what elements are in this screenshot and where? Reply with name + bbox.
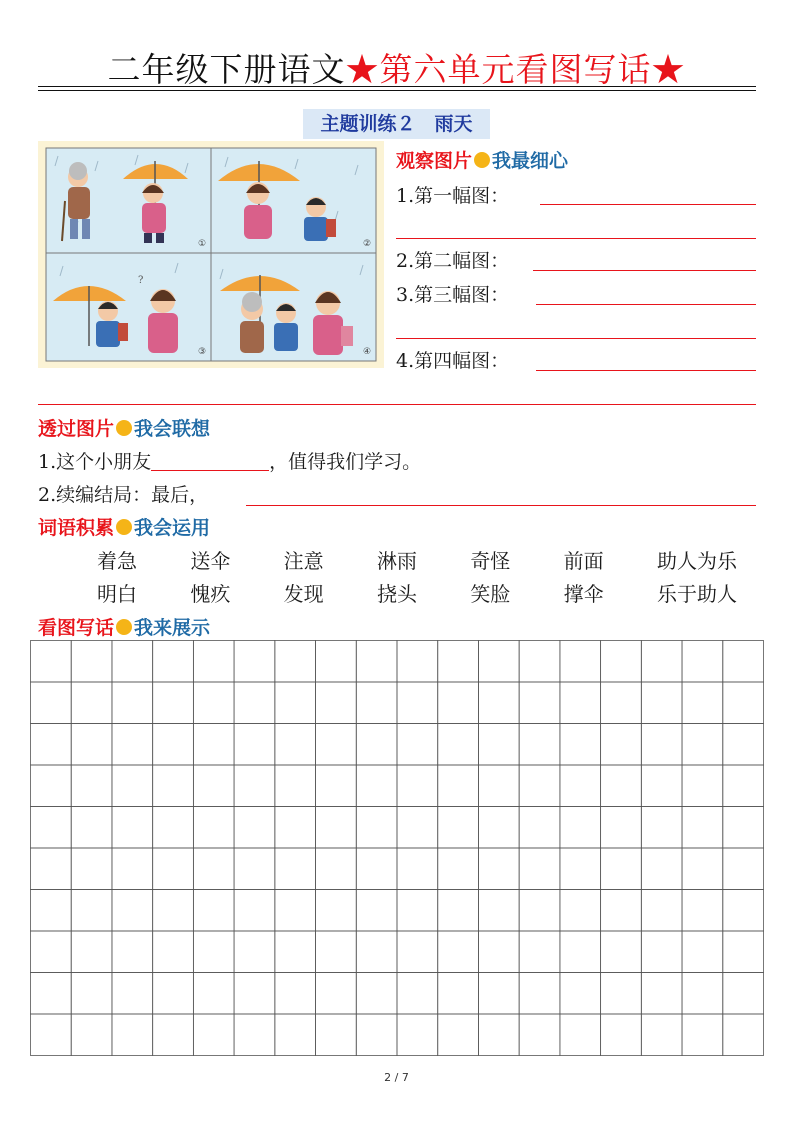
grid-cell[interactable] (519, 1014, 560, 1056)
grid-cell[interactable] (601, 931, 642, 973)
grid-cell[interactable] (153, 1014, 194, 1056)
word: 挠头 (376, 582, 417, 606)
grid-cell[interactable] (31, 765, 72, 807)
grid-cell[interactable] (193, 890, 234, 932)
word: 撑伞 (563, 582, 604, 606)
grid-cell[interactable] (723, 807, 764, 849)
grid-cell[interactable] (438, 765, 479, 807)
grid-cell[interactable] (601, 641, 642, 683)
grid-cell[interactable] (397, 890, 438, 932)
grid-cell[interactable] (560, 641, 601, 683)
grid-cell[interactable] (275, 890, 316, 932)
section-imagine-heading (38, 414, 210, 441)
grid-cell[interactable] (112, 682, 153, 724)
observe-item-4: 4.第四幅图： (396, 350, 510, 372)
answer-line[interactable] (536, 370, 756, 371)
grid-cell[interactable] (356, 807, 397, 849)
grid-cell[interactable] (31, 973, 72, 1015)
grid-cell[interactable] (560, 765, 601, 807)
grid-cell[interactable] (519, 724, 560, 766)
grid-cell[interactable] (723, 641, 764, 683)
orange-dot-icon (116, 519, 132, 535)
grid-cell[interactable] (560, 807, 601, 849)
imagine-q1-prefix: 1.这个小朋友 (38, 451, 152, 473)
grid-cell[interactable] (601, 848, 642, 890)
answer-line[interactable] (536, 304, 756, 305)
grid-cell[interactable] (316, 724, 357, 766)
grid-cell[interactable] (193, 724, 234, 766)
grid-cell[interactable] (438, 724, 479, 766)
grid-cell[interactable] (438, 890, 479, 932)
grid-cell[interactable] (519, 765, 560, 807)
grid-cell[interactable] (234, 890, 275, 932)
grid-cell[interactable] (682, 1014, 723, 1056)
answer-line[interactable] (533, 270, 756, 271)
word: 送伞 (190, 549, 231, 573)
grid-cell[interactable] (31, 641, 72, 683)
grid-cell[interactable] (356, 641, 397, 683)
grid-cell[interactable] (519, 890, 560, 932)
grid-cell[interactable] (356, 848, 397, 890)
section-words-red: 词语积累 (38, 517, 115, 539)
grid-cell[interactable] (31, 807, 72, 849)
grid-cell[interactable] (723, 724, 764, 766)
grid-cell[interactable] (682, 682, 723, 724)
grid-cell[interactable] (478, 931, 519, 973)
grid-cell[interactable] (234, 682, 275, 724)
grid-cell[interactable] (438, 641, 479, 683)
grid-cell[interactable] (193, 765, 234, 807)
grid-cell[interactable] (438, 807, 479, 849)
grid-cell[interactable] (478, 724, 519, 766)
grid-cell[interactable] (641, 848, 682, 890)
grid-cell[interactable] (601, 724, 642, 766)
grid-cell[interactable] (682, 931, 723, 973)
grid-cell[interactable] (356, 1014, 397, 1056)
grid-cell[interactable] (234, 931, 275, 973)
grid-cell[interactable] (193, 931, 234, 973)
section-write-red: 看图写话 (38, 617, 115, 639)
grid-cell[interactable] (153, 682, 194, 724)
grid-cell[interactable] (478, 807, 519, 849)
grid-cell[interactable] (682, 848, 723, 890)
grid-cell[interactable] (193, 973, 234, 1015)
grid-cell[interactable] (560, 973, 601, 1015)
grid-cell[interactable] (560, 724, 601, 766)
grid-cell[interactable] (356, 973, 397, 1015)
grid-cell[interactable] (31, 682, 72, 724)
word: 着急 (97, 549, 137, 573)
grid-cell[interactable] (438, 1014, 479, 1056)
word: 前面 (563, 549, 604, 573)
theme-banner: 主题训练２ 雨天 (303, 109, 490, 139)
grid-cell[interactable] (397, 931, 438, 973)
grid-cell[interactable] (275, 931, 316, 973)
orange-dot-icon (474, 152, 490, 168)
grid-cell[interactable] (153, 724, 194, 766)
grid-cell[interactable] (478, 682, 519, 724)
grid-cell[interactable] (316, 1014, 357, 1056)
grid-cell[interactable] (519, 931, 560, 973)
grid-cell[interactable] (316, 931, 357, 973)
grid-cell[interactable] (397, 807, 438, 849)
section-imagine-red: 透过图片 (38, 418, 115, 440)
grid-cell[interactable] (234, 848, 275, 890)
word: 注意 (283, 549, 324, 573)
grid-cell[interactable] (71, 765, 112, 807)
grid-cell[interactable] (153, 973, 194, 1015)
grid-cell[interactable] (71, 641, 112, 683)
grid-cell[interactable] (316, 765, 357, 807)
grid-cell[interactable] (31, 1014, 72, 1056)
writing-grid-svg[interactable] (30, 640, 764, 1056)
four-panel-illustration (38, 141, 384, 368)
grid-cell[interactable] (601, 682, 642, 724)
grid-cell[interactable] (723, 682, 764, 724)
grid-cell[interactable] (153, 931, 194, 973)
section-observe-heading (396, 146, 568, 173)
grid-cell[interactable] (682, 765, 723, 807)
word: 愧疚 (190, 582, 231, 606)
imagine-q1-suffix: ，值得我们学习。 (269, 451, 422, 473)
word: 乐于助人 (656, 582, 737, 606)
grid-cell[interactable] (275, 641, 316, 683)
panel-number: ① (198, 239, 207, 249)
grid-cell[interactable] (641, 765, 682, 807)
word: 明白 (97, 582, 137, 606)
grid-cell[interactable] (478, 848, 519, 890)
section-observe-red: 观察图片 (396, 150, 473, 172)
grid-cell[interactable] (601, 890, 642, 932)
grid-cell[interactable] (397, 682, 438, 724)
grid-cell[interactable] (560, 1014, 601, 1056)
grid-cell[interactable] (560, 931, 601, 973)
grid-cell[interactable] (316, 973, 357, 1015)
grid-cell[interactable] (193, 682, 234, 724)
panel-number: ④ (363, 347, 372, 357)
grid-cell[interactable] (356, 765, 397, 807)
grid-cell[interactable] (397, 641, 438, 683)
section-write-heading (38, 613, 210, 640)
grid-cell[interactable] (316, 848, 357, 890)
word: 淋雨 (376, 549, 417, 573)
grid-cell[interactable] (275, 807, 316, 849)
answer-line[interactable] (396, 338, 756, 339)
grid-cell[interactable] (601, 1014, 642, 1056)
grid-cell[interactable] (478, 1014, 519, 1056)
grid-cell[interactable] (71, 724, 112, 766)
grid-cell[interactable] (723, 1014, 764, 1056)
section-words-blue: 我会运用 (134, 517, 211, 539)
grid-cell[interactable] (112, 848, 153, 890)
grid-cell[interactable] (153, 641, 194, 683)
grid-cell[interactable] (478, 890, 519, 932)
grid-cell[interactable] (71, 682, 112, 724)
grid-cell[interactable] (193, 848, 234, 890)
grid-cell[interactable] (31, 890, 72, 932)
grid-cell[interactable] (478, 765, 519, 807)
grid-cell[interactable] (641, 973, 682, 1015)
svg-text:?: ? (138, 275, 144, 286)
grid-cell[interactable] (193, 1014, 234, 1056)
grid-cell[interactable] (682, 724, 723, 766)
observe-item-2: 2.第二幅图： (396, 250, 510, 272)
word-row-2 (97, 578, 737, 607)
answer-line[interactable] (540, 204, 756, 205)
grid-cell[interactable] (560, 682, 601, 724)
answer-line[interactable] (38, 404, 756, 405)
grid-cell[interactable] (234, 1014, 275, 1056)
grid-cell[interactable] (193, 807, 234, 849)
grid-cell[interactable] (438, 973, 479, 1015)
grid-cell[interactable] (316, 682, 357, 724)
grid-cell[interactable] (31, 848, 72, 890)
grid-cell[interactable] (438, 848, 479, 890)
orange-dot-icon (116, 619, 132, 635)
grid-cell[interactable] (478, 973, 519, 1015)
word: 奇怪 (470, 549, 511, 573)
grid-cell[interactable] (723, 848, 764, 890)
grid-cell[interactable] (153, 848, 194, 890)
grid-cell[interactable] (356, 931, 397, 973)
grid-cell[interactable] (71, 807, 112, 849)
fill-blank[interactable] (151, 470, 269, 471)
title-underline-top (38, 86, 756, 87)
word-row-1 (97, 545, 737, 574)
grid-cell[interactable] (560, 848, 601, 890)
grid-cell[interactable] (397, 724, 438, 766)
grid-cell[interactable] (438, 931, 479, 973)
grid-cell[interactable] (112, 931, 153, 973)
grid-cell[interactable] (560, 890, 601, 932)
grid-cell[interactable] (723, 931, 764, 973)
answer-line[interactable] (246, 505, 756, 506)
grid-cell[interactable] (641, 931, 682, 973)
grid-cell[interactable] (397, 973, 438, 1015)
grid-cell[interactable] (356, 890, 397, 932)
title-grade: 二年级下册语文 (107, 50, 346, 89)
writing-grid[interactable] (30, 640, 764, 1056)
section-observe-blue: 我最细心 (492, 150, 569, 172)
imagine-item-2: 2.续编结局：最后， (38, 484, 209, 506)
grid-cell[interactable] (153, 765, 194, 807)
grid-cell[interactable] (641, 641, 682, 683)
grid-cell[interactable] (601, 807, 642, 849)
grid-cell[interactable] (316, 807, 357, 849)
grid-cell[interactable] (397, 765, 438, 807)
title-underline-bottom (38, 90, 756, 91)
orange-dot-icon (116, 420, 132, 436)
grid-cell[interactable] (682, 973, 723, 1015)
grid-cell[interactable] (71, 848, 112, 890)
grid-cell[interactable] (112, 641, 153, 683)
observe-item-1: 1.第一幅图： (396, 185, 510, 207)
grid-cell[interactable] (112, 807, 153, 849)
panel-number: ② (363, 239, 372, 249)
grid-cell[interactable] (71, 973, 112, 1015)
grid-cell[interactable] (356, 682, 397, 724)
grid-cell[interactable] (275, 682, 316, 724)
grid-cell[interactable] (112, 1014, 153, 1056)
grid-cell[interactable] (519, 848, 560, 890)
grid-cell[interactable] (641, 807, 682, 849)
grid-cell[interactable] (112, 890, 153, 932)
page-title (0, 44, 793, 91)
section-imagine-blue: 我会联想 (134, 418, 211, 440)
grid-cell[interactable] (275, 1014, 316, 1056)
grid-cell[interactable] (275, 765, 316, 807)
grid-cell[interactable] (519, 973, 560, 1015)
grid-cell[interactable] (234, 765, 275, 807)
grid-cell[interactable] (682, 641, 723, 683)
grid-cell[interactable] (316, 641, 357, 683)
grid-cell[interactable] (112, 724, 153, 766)
grid-cell[interactable] (397, 848, 438, 890)
grid-cell[interactable] (234, 641, 275, 683)
grid-cell[interactable] (316, 890, 357, 932)
grid-cell[interactable] (71, 890, 112, 932)
grid-cell[interactable] (641, 890, 682, 932)
star-icon: ★ (345, 50, 380, 89)
grid-cell[interactable] (397, 1014, 438, 1056)
answer-line[interactable] (396, 238, 756, 239)
panel-number: ③ (198, 347, 207, 357)
grid-cell[interactable] (519, 641, 560, 683)
grid-cell[interactable] (682, 890, 723, 932)
title-unit: 第六单元看图写话 (379, 50, 652, 89)
grid-cell[interactable] (234, 724, 275, 766)
page-number: 2 / 7 (384, 1071, 409, 1084)
grid-cell[interactable] (153, 890, 194, 932)
grid-cell[interactable] (275, 973, 316, 1015)
grid-cell[interactable] (723, 890, 764, 932)
grid-cell[interactable] (641, 1014, 682, 1056)
grid-cell[interactable] (601, 973, 642, 1015)
grid-cell[interactable] (234, 973, 275, 1015)
grid-cell[interactable] (31, 931, 72, 973)
grid-cell[interactable] (234, 807, 275, 849)
grid-cell[interactable] (153, 807, 194, 849)
grid-cell[interactable] (275, 724, 316, 766)
section-words-heading (38, 513, 210, 540)
grid-cell[interactable] (31, 724, 72, 766)
word: 发现 (283, 582, 324, 606)
grid-cell[interactable] (682, 807, 723, 849)
grid-cell[interactable] (519, 807, 560, 849)
grid-cell[interactable] (356, 724, 397, 766)
grid-cell[interactable] (519, 682, 560, 724)
grid-cell[interactable] (71, 931, 112, 973)
grid-cell[interactable] (112, 765, 153, 807)
word: 笑脸 (470, 582, 511, 606)
grid-cell[interactable] (71, 1014, 112, 1056)
section-write-blue: 我来展示 (134, 617, 211, 639)
star-icon: ★ (651, 50, 686, 89)
grid-cell[interactable] (438, 682, 479, 724)
grid-cell[interactable] (112, 973, 153, 1015)
grid-cell[interactable] (478, 641, 519, 683)
imagine-item-1 (38, 447, 421, 474)
grid-cell[interactable] (641, 724, 682, 766)
grid-cell[interactable] (601, 765, 642, 807)
grid-cell[interactable] (641, 682, 682, 724)
grid-cell[interactable] (193, 641, 234, 683)
grid-cell[interactable] (275, 848, 316, 890)
observe-item-3: 3.第三幅图： (396, 284, 510, 306)
grid-cell[interactable] (723, 973, 764, 1015)
word: 助人为乐 (656, 549, 737, 573)
grid-cell[interactable] (723, 765, 764, 807)
